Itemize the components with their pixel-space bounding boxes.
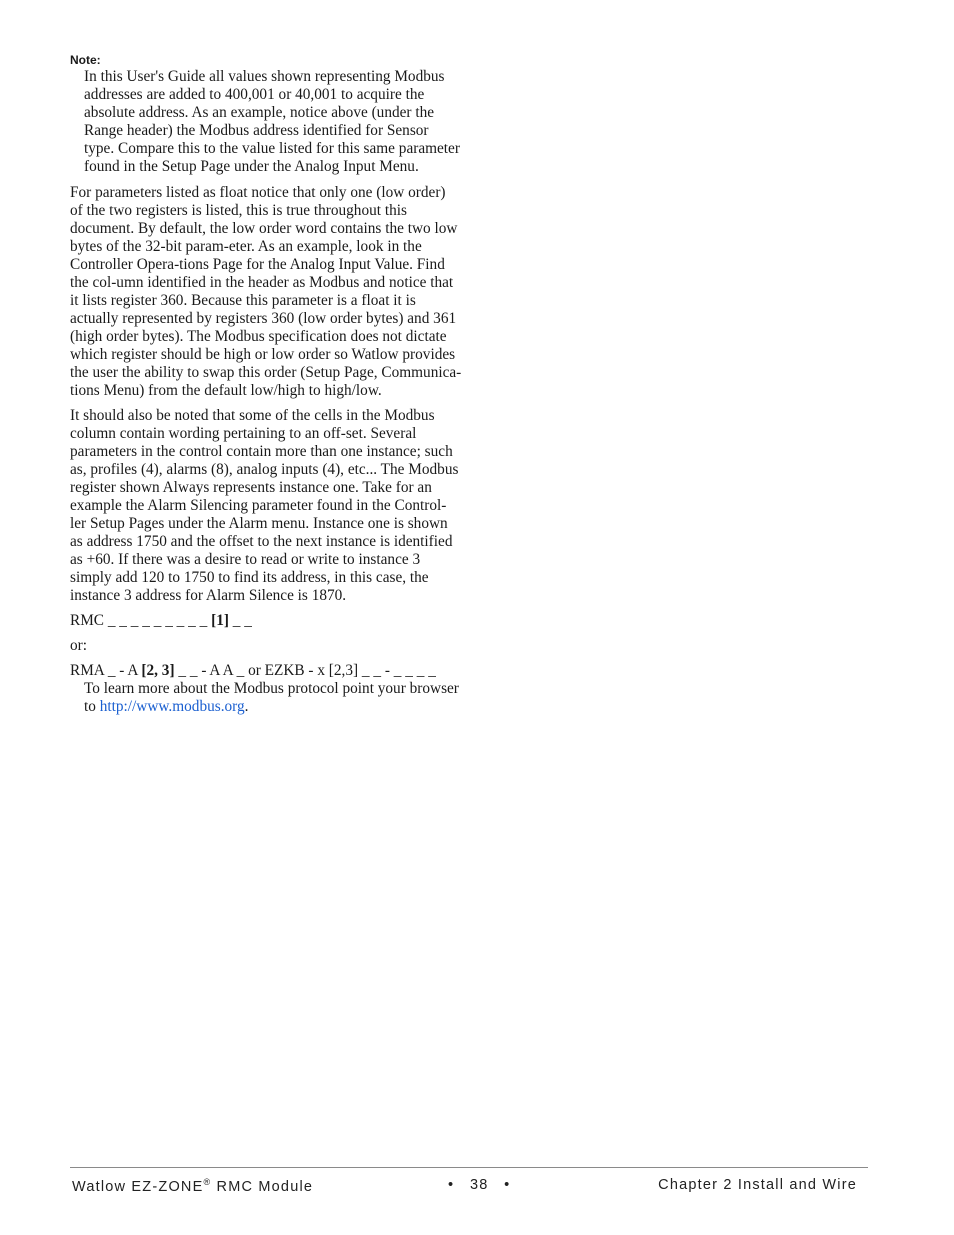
footer-product	[72, 1177, 313, 1195]
rmc-prefix: RMC _ _ _ _ _ _ _ _ _	[70, 612, 212, 629]
learn-more-text: To learn more about the Modbus protocol point your browser to	[84, 680, 459, 715]
learn-more-end: .	[244, 698, 249, 715]
rmc-suffix: _ _	[228, 612, 252, 629]
rma-bold: [2, 3]	[141, 662, 175, 679]
part-number-rma	[70, 662, 462, 680]
part-number-rmc	[70, 612, 462, 630]
rma-suffix: _ _ - A A _ or EZKB - x [2,3] _ _ - _ _ _ _	[174, 662, 436, 679]
or-text: or:	[70, 637, 87, 654]
rma-prefix: RMA _ - A	[70, 662, 142, 679]
footer-module: RMC Module	[211, 1178, 314, 1195]
note-body: In this User's Guide all values shown representing Modbus addresses are added to 400,001 or 40,001 to acquire the absolute address. As an example, notice above (under the Range header) the Modbus address identified for Sensor type. Compare this to the value listed for this same parameter found in the Setup Page under the Analog Input Menu.	[84, 68, 460, 175]
footer-page-number: • 38 •	[448, 1177, 511, 1193]
footer-chapter: Chapter 2 Install and Wire	[658, 1177, 857, 1193]
paragraph-float-registers: For parameters listed as float notice that only one (low order) of the two registers is listed, this is true throughout this document. By default, the low order word contains the two low bytes of the 32-bit param-eter. As an example, look in the Controller Opera-tions Page for the Analog Input Value. Find the col-umn identified in the header as Modbus and notice that it lists register 360. Because this parameter is a float it is actually represented by registers 360 (low order bytes) and 361 (high order bytes). The Modbus specification does not dictate which register should be high or low order so Watlow provides the user the ability to swap this order (Setup Page, Communica-tions Menu) from the default low/high to high/low.	[70, 184, 462, 399]
modbus-link[interactable]: http://www.modbus.org	[99, 698, 245, 715]
note-label: Note:	[70, 53, 101, 67]
footer-divider	[70, 1167, 868, 1168]
footer-product-name: Watlow EZ-ZONE	[72, 1178, 204, 1195]
learn-more	[84, 680, 462, 716]
registered-mark: ®	[203, 1177, 212, 1187]
rmc-bold: [1]	[211, 612, 229, 629]
main-column	[70, 52, 462, 723]
paragraph-offset-instances: It should also be noted that some of the cells in the Modbus column contain wording pertaining to an off-set. Several parameters in the control contain more than one instance; such as, profiles (4), alarms (8), analog inputs (4), etc... The Modbus register shown Always represents instance one. Take for an example the Alarm Silencing parameter found in the Control-ler Setup Pages under the Alarm menu. Instance one is shown as address 1750 and the offset to the next instance is identified as +60. If there was a desire to read or write to instance 3 simply add 120 to 1750 to find its address, in this case, the instance 3 address for Alarm Silence is 1870.	[70, 407, 459, 604]
